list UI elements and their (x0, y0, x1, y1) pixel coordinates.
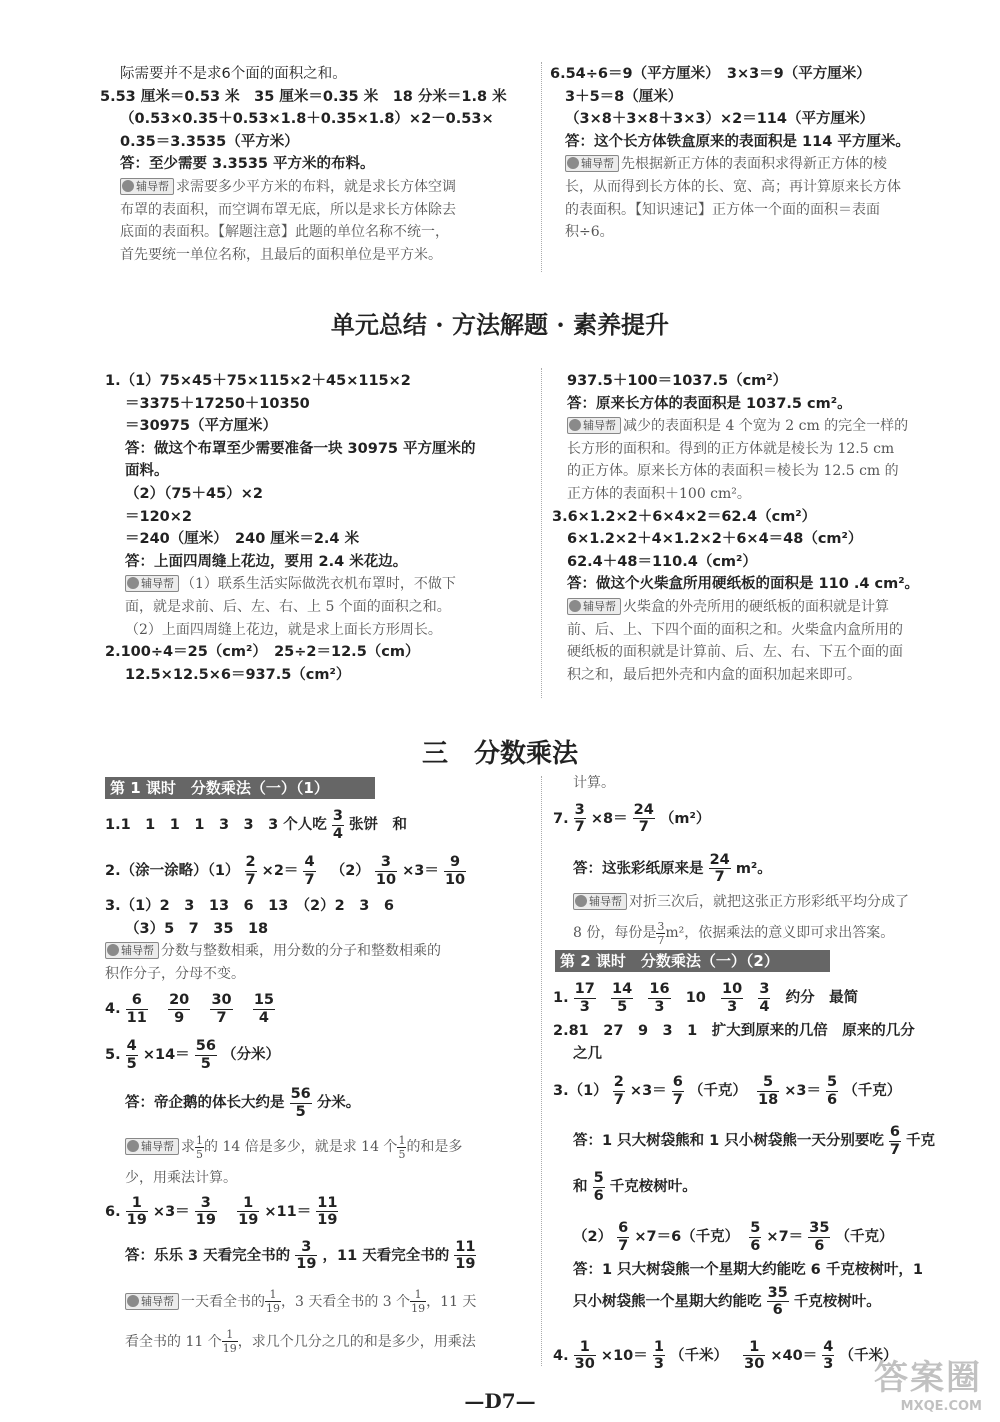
note-line: 首先要统一单位名称，且最后的面积单位是平方米。 (120, 246, 442, 263)
fraction: $\frac{1}{5}$ (196, 1133, 203, 1161)
hint-badge: 辅导帮 (573, 893, 627, 910)
text-line: 6×1.2×2＋4×1.2×2＋6×4＝48（cm²） (567, 531, 863, 548)
bottom-right-column: 计算。 7. $\frac{3}{7}$ ×8＝ $\frac{24}{7}$ （m²） 答：这张彩纸原来是 $\frac{24}{7}$ m²。 辅导帮 对折三次后，就把这张正方形彩纸平均分成了 8 份，每份是 $\frac{3}{7}$ m²，依据乘法的意义即可求出答案。 (553, 772, 983, 953)
top-right-column (550, 63, 980, 244)
note-line: （2）上面四周缝上花边，就是求上面长方形周长。 (125, 621, 442, 638)
hint-badge: 辅导帮 (567, 598, 621, 615)
fraction: $\frac{16}{3}$ (649, 981, 670, 1015)
fraction: $\frac{1}{5}$ (398, 1133, 406, 1161)
fraction: $\frac{4}{3}$ (823, 1338, 834, 1373)
text-line: ＝240（厘米） 240 厘米＝2.4 米 (125, 531, 360, 548)
fraction: $\frac{3}{19}$ (195, 1194, 216, 1229)
text-line: 6.54÷6＝9（平方厘米） 3×3＝9（平方厘米） (550, 66, 871, 82)
note-line: 火柴盒的外壳所用的硬纸板的面积就是计算 (623, 598, 889, 615)
note-line: 面，就是求前、后、左、右、上 5 个面的面积之和。 (125, 598, 451, 615)
text-line: 3.6×1.2×2＋6×4×2＝62.4（cm²） (552, 508, 817, 525)
note-line: 的正方体。原来长方体的表面积＝棱长为 12.5 cm 的 (567, 463, 899, 480)
answer-text: 2.81 27 9 3 1 扩大到原来的几倍 原来的几分 (553, 1023, 915, 1039)
helper-icon (122, 180, 134, 192)
note-line: 前、后、上、下四个面的面积之和。火柴盒内盒所用的 (567, 621, 903, 638)
text-line: （3×8＋3×8＋3×3）×2＝114（平方厘米） (565, 111, 874, 128)
text-line: 0.35＝3.3535（平方米） (120, 133, 299, 150)
watermark-url: MXQE.COM (900, 1399, 982, 1414)
text-line: 937.5＋100＝1037.5（cm²） (567, 373, 788, 389)
fraction: $\frac{1}{19}$ (266, 1288, 280, 1316)
fraction: $\frac{56}{5}$ (195, 1038, 216, 1072)
answer-text: 答：帝企鹅的体长大约是 (125, 1095, 285, 1112)
mid-left-column (105, 370, 530, 686)
text-line: 5.53 厘米＝0.53 米 35 厘米＝0.35 米 18 分米＝1.8 米 (100, 88, 507, 105)
note-line: 少，用乘法计算。 (125, 1170, 237, 1187)
fraction: $\frac{3}{4}$ (332, 808, 343, 842)
note-line: 正方体的表面积＋100 cm²。 (567, 485, 751, 502)
chapter-title: 三 分数乘法 (421, 739, 578, 769)
note-line: 长方形的面积和。得到的正方体就是棱长为 12.5 cm (567, 440, 895, 457)
answer-line: 答：做这个布罩至少需要准备一块 30975 平方厘米的 (125, 440, 476, 457)
fraction: $\frac{3}{4}$ (759, 981, 770, 1015)
answer-text: 答：这张彩纸原来是 (573, 860, 704, 877)
fraction: $\frac{1}{30}$ (744, 1338, 765, 1373)
note-line: 先根据新正方体的表面积求得新正方体的棱 (621, 156, 887, 173)
note-line: 积作分子，分母不变。 (105, 965, 245, 982)
column-divider (541, 776, 542, 1366)
fraction: $\frac{1}{19}$ (126, 1194, 147, 1229)
answer-text: 张饼 和 (349, 817, 407, 833)
section-title: 单元总结 · 方法解题 · 素养提升 (330, 310, 670, 339)
helper-icon (127, 577, 139, 589)
answer-text: 只小树袋熊一个星期大约能吃 (573, 1293, 762, 1310)
note-line: 对折三次后，就把这张正方形彩纸平均分成了 (629, 893, 909, 910)
hint-badge: 辅导帮 (565, 155, 619, 172)
hint-badge: 辅导帮 (105, 942, 159, 959)
fraction: $\frac{15}{4}$ (253, 992, 275, 1026)
text-line: 际需要并不是求6个面的面积之和。 (120, 66, 347, 82)
note-line: 的表面积。【知识速记】正方体一个面的面积＝表面 (565, 201, 880, 218)
fraction: $\frac{1}{30}$ (574, 1338, 595, 1373)
note-line: 计算。 (573, 775, 615, 791)
note-line: 减少的表面积是 4 个宽为 2 cm 的完全一样的 (623, 418, 909, 435)
fraction: $\frac{3}{10}$ (375, 854, 397, 888)
text-line: 1.（1）75×45＋75×115×2＋45×115×2 (105, 373, 411, 389)
fraction: $\frac{6}{11}$ (126, 992, 147, 1026)
fraction: $\frac{3}{7}$ (574, 801, 585, 836)
note-line: （1）联系生活实际做洗衣机布罩时，不做下 (181, 576, 456, 593)
hint-badge: 辅导帮 (125, 575, 179, 592)
hint-badge: 辅导帮 (125, 1293, 179, 1310)
fraction: $\frac{1}{19}$ (411, 1288, 426, 1316)
text-line: （0.53×0.35＋0.53×1.8＋0.35×1.8）×2－0.53× (120, 111, 494, 128)
column-divider (541, 368, 542, 698)
watermark-logo: 答案圈 (874, 1358, 982, 1398)
fraction: $\frac{4}{5}$ (126, 1038, 137, 1072)
answer-line: 答：至少需要 3.3535 平方米的布料。 (120, 156, 375, 173)
fraction: $\frac{3}{7}$ (657, 919, 665, 947)
text-line: 12.5×12.5×6＝937.5（cm²） (125, 666, 351, 683)
fraction: $\frac{35}{6}$ (809, 1220, 830, 1254)
fraction: $\frac{1}{19}$ (238, 1194, 259, 1229)
fraction: $\frac{11}{19}$ (317, 1194, 338, 1229)
answer-line: 答：原来长方体的表面积是 1037.5 cm²。 (567, 395, 852, 412)
fraction: $\frac{24}{7}$ (633, 801, 654, 836)
fraction: $\frac{56}{5}$ (290, 1086, 311, 1120)
fraction: $\frac{5}{6}$ (750, 1220, 761, 1254)
answer-text: 1.1 1 1 1 3 3 3 个人吃 (105, 817, 327, 833)
fraction: $\frac{9}{10}$ (444, 854, 466, 888)
fraction: $\frac{4}{7}$ (304, 854, 315, 888)
helper-icon (575, 895, 587, 907)
bottom-left-column: 1.1 1 1 1 3 3 3 个人吃 $\frac{3}{4}$ 张饼 和 2.（涂一涂略）（1） $\frac{2}{7}$ ×2＝ $\frac{4}{7}$ （2） $\frac{3}{10}$ ×3＝ $\frac{9}{10}$ 3.（1）2 3 13 6 13 （2）2 3 6 （3）5 7 35 18 辅导帮 分数与整数相乘，用分数的分子和整数相乘的 积作分子，分母不变。 4. $\frac{6}{11}$ $\frac{20}{9}$ $\frac{30}{7}$ $\frac{15}{4}$ 5. $\frac{4}{5}$ ×14＝ $\frac{56}{5}$ （分米） 答：帝企鹅的体长大约是 $\frac{56}{5}$ 分米。 辅导帮 求 $\frac{1}{5}$ 的 14 倍是多少，就是求 14 个 $\frac{1}{5}$ 的和是多 少，用乘法计算。 6. $\frac{1}{19}$ ×3＝ $\frac{3}{19}$ $\frac{1}{19}$ ×11＝ $\frac{11}{19}$ 答：乐乐 3 天看完全书的 $\frac{3}{19}$ ，11 天看完全书的 $\frac{11}{19}$ 辅导帮 一天看全书的 $\frac{1}{19}$ ，3 天看全书的 3 个 $\frac{1}{19}$ ，11 天 看全书的 11 个 $\frac{1}{19}$ ，求几个几分之几的和是多少，用乘法 (105, 805, 535, 1362)
fraction: $\frac{1}{3}$ (653, 1338, 664, 1373)
fraction: $\frac{20}{9}$ (169, 992, 190, 1026)
helper-icon (127, 1295, 139, 1307)
note-line: 长，从而得到长方体的长、宽、高；再计算原来长方体 (565, 178, 901, 195)
fraction: $\frac{5}{18}$ (757, 1074, 779, 1108)
helper-icon (569, 600, 581, 612)
note-line: 分数与整数相乘，用分数的分子和整数相乘的 (161, 943, 441, 960)
fraction: $\frac{14}{5}$ (612, 981, 633, 1015)
fraction: $\frac{11}{19}$ (455, 1238, 476, 1273)
top-left-column (100, 63, 525, 266)
fraction: $\frac{3}{19}$ (296, 1238, 317, 1273)
lesson2-column: 1. $\frac{17}{3}$ $\frac{14}{5}$ $\frac{16}{3}$ 10 $\frac{10}{3}$ $\frac{3}{4}$ 约分 最简 2.81 27 9 3 1 扩大到原来的几倍 原来的几分 之几 3.（1） $\frac{2}{7}$ ×3＝ $\frac{6}{7}$ （千克） $\frac{5}{18}$ ×3＝ $\frac{5}{6}$ （千克） 答：1 只大树袋熊和 1 只小树袋熊一天分别要吃 $\frac{6}{7}$ 千克 和 $\frac{5}{6}$ 千克桉树叶。 （2） $\frac{6}{7}$ ×7＝6（千克） $\frac{5}{6}$ ×7＝ $\frac{35}{6}$ （千克） 答：1 只大树袋熊一个星期大约能吃 6 千克桉树叶，1 只小树袋熊一个星期大约能吃 $\frac{35}{6}$ 千克桉树叶。 4. $\frac{1}{30}$ ×10＝ $\frac{1}{3}$ （千米） $\frac{1}{30}$ ×40＝ $\frac{4}{3}$ （千米） (553, 978, 983, 1376)
fraction: $\frac{24}{7}$ (709, 851, 730, 886)
text-line: 62.4＋48＝110.4（cm²） (567, 553, 757, 570)
fraction: $\frac{35}{6}$ (767, 1284, 788, 1319)
note-line: 硬纸板的面积就是计算前、后、左、右、下五个面的面 (567, 644, 903, 661)
fraction: $\frac{17}{3}$ (574, 981, 595, 1015)
answer-text: 答：1 只大树袋熊一个星期大约能吃 6 千克桉树叶，1 (573, 1262, 923, 1279)
text-line: （2）（75＋45）×2 (125, 485, 263, 502)
text-line: 3＋5＝8（厘米） (565, 88, 683, 105)
helper-icon (127, 1140, 139, 1152)
watermark (874, 1350, 982, 1414)
text-line: ＝120×2 (125, 508, 193, 525)
answer-text: （3）5 7 35 18 (125, 920, 269, 937)
fraction: $\frac{6}{7}$ (889, 1124, 900, 1158)
fraction: $\frac{5}{6}$ (593, 1170, 604, 1204)
hint-badge: 辅导帮 (125, 1138, 179, 1155)
text-line: ＝3375＋17250＋10350 (125, 395, 310, 412)
answer-line: 答：做这个火柴盒所用硬纸板的面积是 110 .4 cm²。 (567, 576, 920, 593)
column-divider (541, 62, 542, 272)
answer-text: 3.（1）2 3 13 6 13 （2）2 3 6 (105, 898, 394, 914)
fraction: $\frac{1}{19}$ (222, 1328, 237, 1356)
lesson-heading: 第 2 课时 分数乘法（一）（2） (555, 950, 830, 972)
helper-icon (107, 944, 119, 956)
lesson-heading: 第 1 课时 分数乘法（一）（1） (105, 777, 375, 799)
fraction: $\frac{6}{7}$ (672, 1074, 683, 1108)
note-line: 积÷6。 (565, 224, 614, 241)
note-line: 底面的表面积。【解题注意】此题的单位名称不统一， (120, 224, 449, 241)
answer-text: 2.（涂一涂略）（1） (105, 863, 240, 879)
answer-line: 答：上面四周缝上花边，要用 2.4 米花边。 (125, 553, 408, 570)
fraction: $\frac{2}{7}$ (613, 1074, 624, 1108)
fraction: $\frac{10}{3}$ (722, 981, 743, 1015)
note-line: 求需要多少平方米的布料，就是求长方体空调 (176, 178, 456, 195)
fraction: $\frac{30}{7}$ (211, 992, 232, 1026)
text-line: ＝30975（平方厘米） (125, 418, 277, 435)
hint-badge: 辅导帮 (567, 417, 621, 434)
answer-text: 答：1 只大树袋熊和 1 只小树袋熊一天分别要吃 (573, 1133, 884, 1150)
helper-icon (567, 157, 579, 169)
note-line: 积之和，最后把外壳和内盒的面积加起来即可。 (567, 666, 861, 683)
answer-line: 答：这个长方体铁盒原来的表面积是 114 平方厘米。 (565, 133, 910, 150)
note-line: 布罩的表面积，而空调布罩无底，所以是求长方体除去 (120, 201, 456, 218)
helper-icon (569, 419, 581, 431)
answer-text: 之几 (573, 1045, 602, 1062)
text-line: 2.100÷4＝25（cm²） 25÷2＝12.5（cm） (105, 644, 420, 661)
mid-right-column (552, 370, 982, 686)
hint-badge: 辅导帮 (120, 178, 174, 195)
answer-line: 面料。 (125, 463, 169, 480)
fraction: $\frac{5}{6}$ (827, 1074, 838, 1108)
page-number: —D7— (464, 1389, 536, 1413)
answer-text: 答：乐乐 3 天看完全书的 (125, 1247, 291, 1264)
fraction: $\frac{2}{7}$ (245, 854, 256, 888)
fraction: $\frac{6}{7}$ (618, 1220, 629, 1254)
